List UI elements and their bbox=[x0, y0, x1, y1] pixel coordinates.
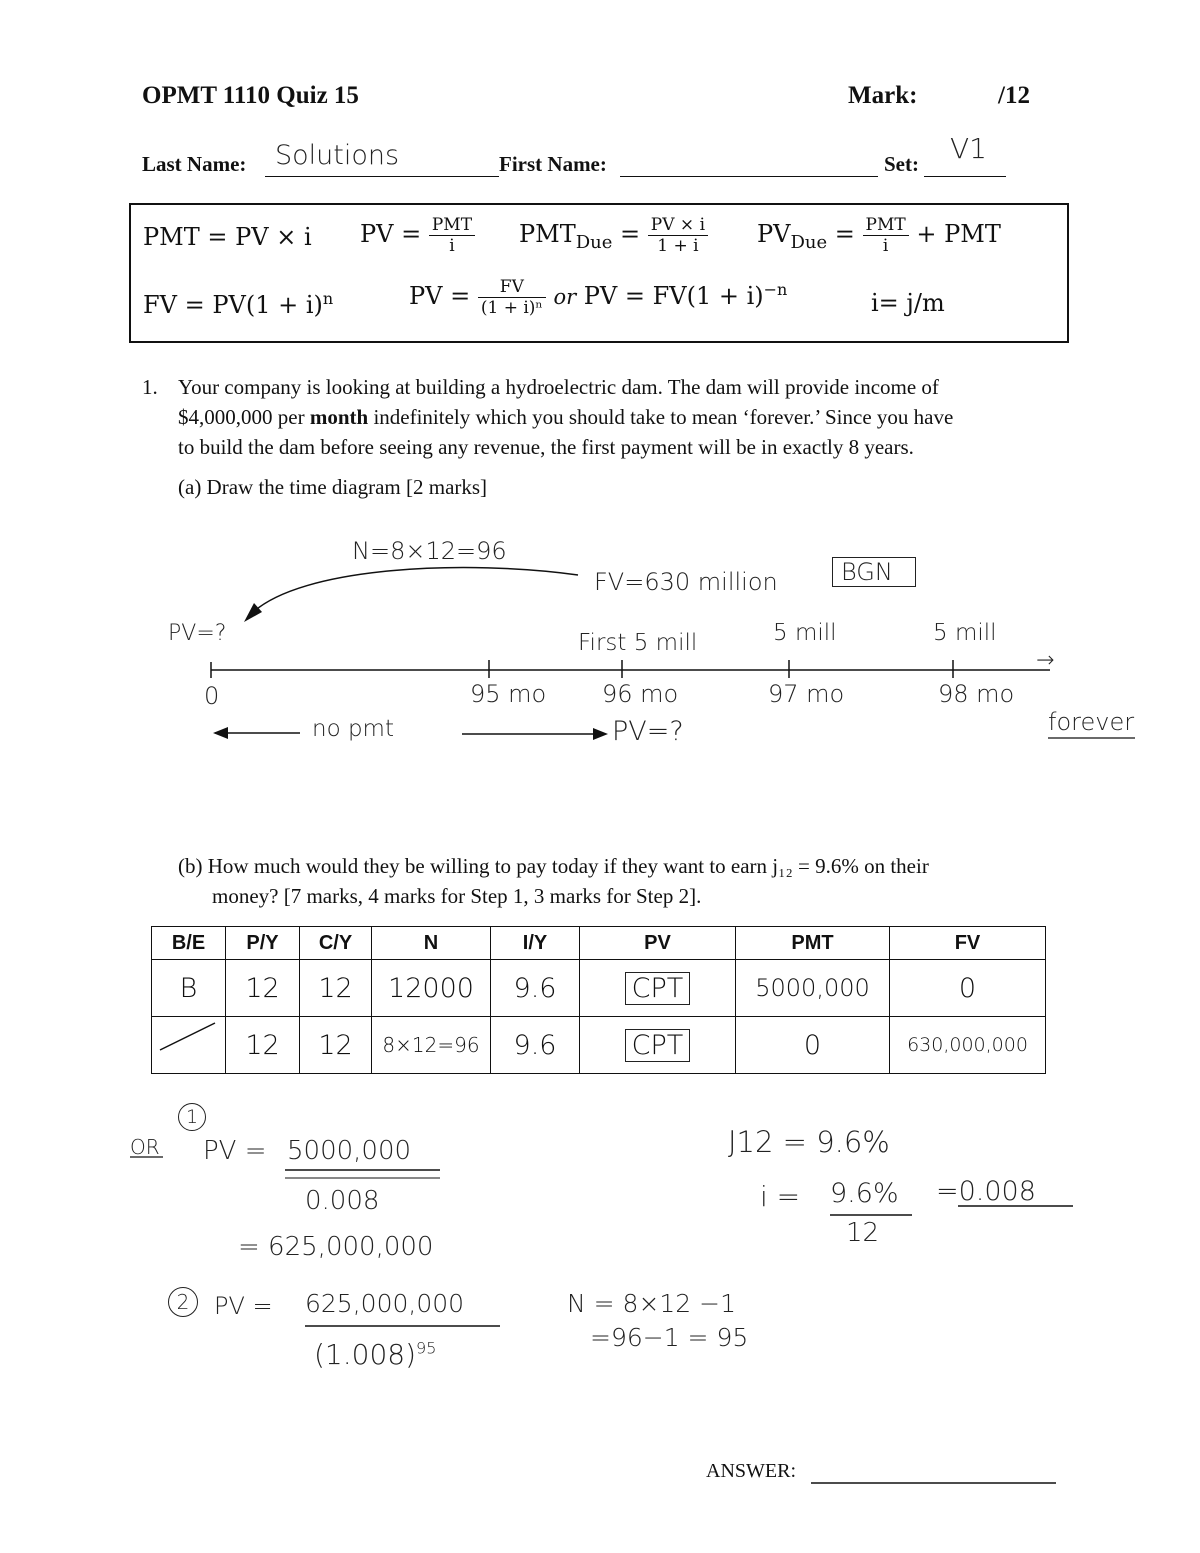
col-header-pmt: PMT bbox=[736, 927, 890, 960]
cell-be: B bbox=[152, 960, 226, 1017]
diagram-payment-98: 5 mill bbox=[933, 620, 997, 646]
cell-iy: 9.6 bbox=[491, 960, 580, 1017]
tick-label-96: 96 mo bbox=[602, 680, 679, 708]
cell-cy: 12 bbox=[300, 960, 372, 1017]
diagram-first-payment: First 5 mill bbox=[578, 630, 698, 656]
step1-result: = 625,000,000 bbox=[238, 1232, 434, 1262]
step2-denominator: $(1.008)^{95}$ bbox=[314, 1338, 437, 1371]
col-header-pv: PV bbox=[580, 927, 736, 960]
step2-numerator: 625,000,000 bbox=[305, 1289, 465, 1318]
col-header-iy: I/Y bbox=[491, 927, 580, 960]
mark-total: /12 bbox=[998, 82, 1030, 109]
work-j12: J12 = 9.6% bbox=[728, 1125, 890, 1159]
table-row bbox=[152, 960, 1046, 1017]
cell-py: 12 bbox=[226, 960, 300, 1017]
cell-n: 12000 bbox=[372, 960, 491, 1017]
formula-rate: i= j/m bbox=[871, 289, 945, 317]
col-header-fv: FV bbox=[890, 927, 1046, 960]
tick-label-97: 97 mo bbox=[768, 680, 845, 708]
work-i-result: =0.008 bbox=[936, 1176, 1036, 1207]
diagram-payment-97: 5 mill bbox=[773, 620, 837, 646]
timeline-end-arrow: → bbox=[1036, 648, 1055, 673]
step1-numerator: 5000,000 bbox=[287, 1136, 412, 1166]
last-name-value: Solutions bbox=[275, 140, 400, 171]
first-name-label: First Name: bbox=[499, 152, 607, 176]
cell-cy: 12 bbox=[300, 1017, 372, 1074]
work-i-denominator: 12 bbox=[846, 1218, 880, 1248]
work-n-line1: N = 8×12 −1 bbox=[567, 1289, 737, 1318]
cell-pv: CPT bbox=[580, 960, 736, 1017]
work-n-line2: =96−1 = 95 bbox=[590, 1323, 749, 1352]
answer-label: ANSWER: bbox=[706, 1460, 796, 1482]
question-number: 1. bbox=[142, 375, 158, 399]
diagram-forever: forever bbox=[1048, 708, 1135, 736]
table-row bbox=[152, 1017, 1046, 1074]
cell-pv: CPT bbox=[580, 1017, 736, 1074]
formula-fv: FV = $PV(1 + i)^n$ bbox=[143, 289, 334, 319]
diagram-pv-arrow-label: PV=? bbox=[612, 716, 684, 747]
formula-pv-perpetuity: PV = $\frac{\text{PMT}}{i}$ bbox=[360, 215, 475, 256]
diagram-pv-label: PV=? bbox=[168, 621, 227, 646]
cell-pmt: 5000,000 bbox=[736, 960, 890, 1017]
work-i-label: i = bbox=[760, 1180, 801, 1213]
mark-label: Mark: bbox=[848, 82, 918, 109]
quiz-title: OPMT 1110 Quiz 15 bbox=[142, 82, 359, 109]
formula-pmt-due: $PMT_{Due}$ = $\frac{PV \times i}{1 + i}$ bbox=[519, 215, 708, 256]
col-header-n: N bbox=[372, 927, 491, 960]
set-value: V1 bbox=[950, 132, 987, 165]
set-label: Set: bbox=[884, 152, 919, 176]
question-text: Your company is looking at building a hydroelectric dam. The dam will provide income of $4,000,000 per month indefinitely which you should take to mean ‘forever.’ Since you have to build the dam before seeing any revenue, the first payment will be in exactly 8 years. bbox=[178, 375, 954, 459]
cell-py: 12 bbox=[226, 1017, 300, 1074]
step2-marker: 2 bbox=[168, 1287, 198, 1317]
formula-pmt: PMT = PV × i bbox=[143, 223, 312, 251]
cell-n: 8×12=96 bbox=[372, 1017, 491, 1074]
work-or-label: OR bbox=[130, 1135, 160, 1159]
tick-label-98: 98 mo bbox=[938, 680, 1015, 708]
part-a-prompt: (a) Draw the time diagram [2 marks] bbox=[178, 475, 488, 499]
col-header-cy: C/Y bbox=[300, 927, 372, 960]
tick-label-0: 0 bbox=[204, 682, 220, 710]
cell-iy: 9.6 bbox=[491, 1017, 580, 1074]
work-i-numerator: 9.6% bbox=[830, 1178, 899, 1209]
table-header-row bbox=[152, 927, 1046, 960]
diagram-bgn-box: BGN bbox=[832, 557, 916, 587]
formula-pv-lump: PV = $\frac{FV}{\text{(1 + i)ⁿ}}$ or PV = $FV(1 + i)^{-n}$ bbox=[409, 277, 788, 318]
cell-fv: 0 bbox=[890, 960, 1046, 1017]
step2-pv-label: PV = bbox=[214, 1292, 273, 1320]
cell-be bbox=[152, 1017, 226, 1074]
last-name-label: Last Name: bbox=[142, 152, 247, 176]
tick-label-95: 95 mo bbox=[470, 680, 547, 708]
col-header-be: B/E bbox=[152, 927, 226, 960]
formula-pv-due: $PV_{Due}$ = $\frac{\text{PMT}}{i}$ + PMT bbox=[757, 215, 1001, 256]
cell-pmt: 0 bbox=[736, 1017, 890, 1074]
col-header-py: P/Y bbox=[226, 927, 300, 960]
step1-marker: 1 bbox=[178, 1103, 206, 1131]
cell-fv: 630,000,000 bbox=[890, 1017, 1046, 1074]
tvm-table bbox=[151, 926, 1046, 1074]
diagram-fv-label: FV=630 million bbox=[594, 568, 778, 596]
part-b-prompt: (b) How much would they be willing to pay today if they want to earn j₁₂ = 9.6% on their money? [7 marks, 4 marks for Step 1, 3 marks for Step 2]. bbox=[178, 854, 929, 908]
step1-denominator: 0.008 bbox=[305, 1186, 380, 1216]
answer-field[interactable] bbox=[811, 1455, 1056, 1483]
diagram-no-payment: no pmt bbox=[312, 716, 394, 742]
diagram-n-label: N=8×12=96 bbox=[352, 537, 507, 565]
step1-pv-label: PV = bbox=[203, 1136, 267, 1166]
